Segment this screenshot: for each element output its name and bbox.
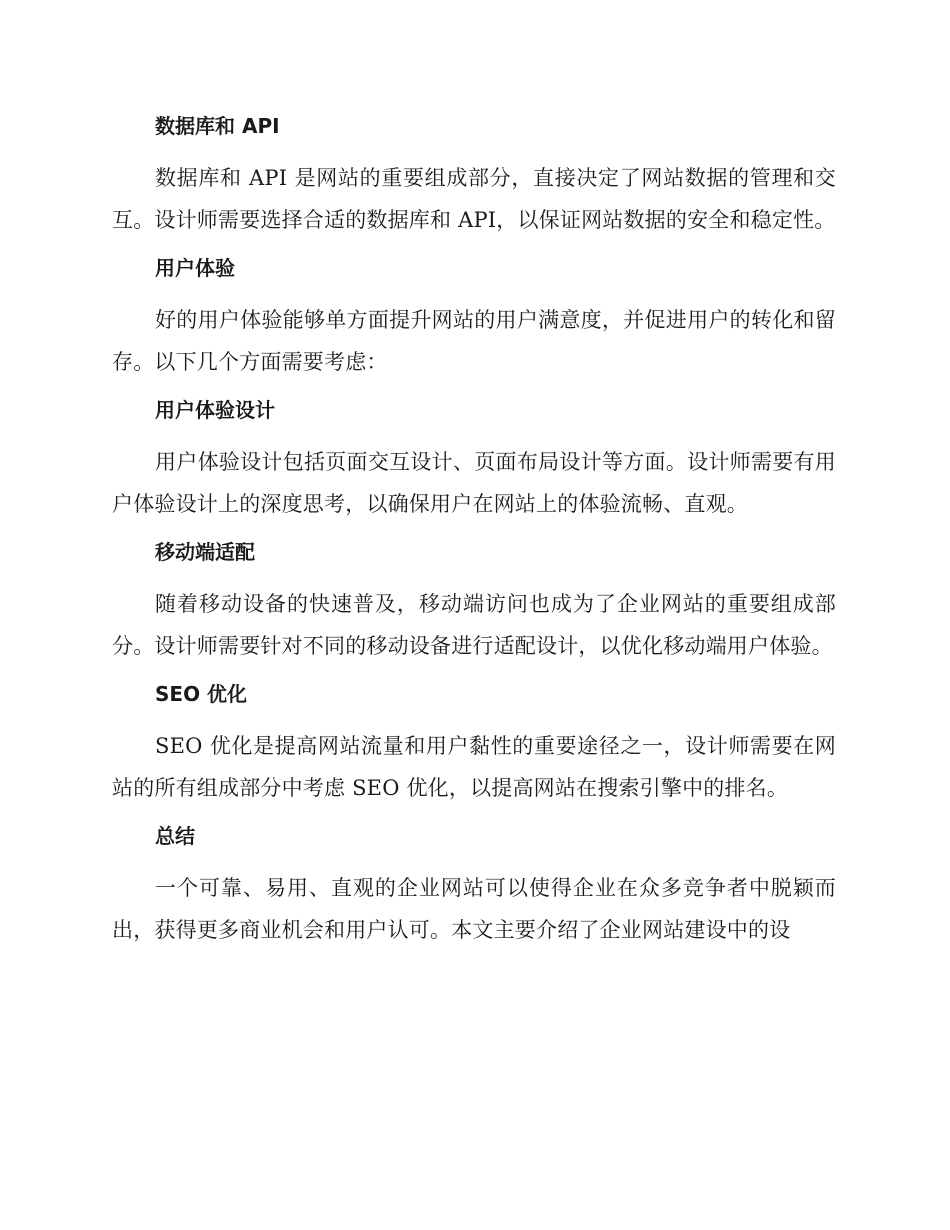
section-paragraph-ux-design: 用户体验设计包括页面交互设计、页面布局设计等方面。设计师需要有用户体验设计上的深度思考，以确保用户在网站上的体验流畅、直观。: [112, 450, 836, 516]
section-heading-mobile-adaptation: 移动端适配: [155, 540, 255, 564]
section-paragraph-summary: 一个可靠、易用、直观的企业网站可以使得企业在众多竞争者中脱颖而出，获得更多商业机会和用户认可。本文主要介绍了企业网站建设中的设: [112, 876, 836, 942]
section-heading-summary: 总结: [155, 824, 195, 848]
section-paragraph-user-experience: 好的用户体验能够单方面提升网站的用户满意度，并促进用户的转化和留存。以下几个方面需要考虑：: [112, 308, 836, 374]
section-heading-ux-design: 用户体验设计: [155, 398, 275, 422]
section-paragraph-database-api: 数据库和 API 是网站的重要组成部分，直接决定了网站数据的管理和交互。设计师需要选择合适的数据库和 API，以保证网站数据的安全和稳定性。: [112, 166, 836, 232]
document-body: [112, 108, 836, 951]
section-paragraph-mobile-adaptation: 随着移动设备的快速普及，移动端访问也成为了企业网站的重要组成部分。设计师需要针对不同的移动设备进行适配设计，以优化移动端用户体验。: [112, 592, 836, 658]
section-paragraph-seo: SEO 优化是提高网站流量和用户黏性的重要途径之一，设计师需要在网站的所有组成部分中考虑 SEO 优化，以提高网站在搜索引擎中的排名。: [112, 734, 836, 800]
section-heading-database-api: 数据库和 API: [155, 114, 280, 138]
section-heading-user-experience: 用户体验: [155, 256, 235, 280]
section-heading-seo: SEO 优化: [155, 682, 248, 706]
